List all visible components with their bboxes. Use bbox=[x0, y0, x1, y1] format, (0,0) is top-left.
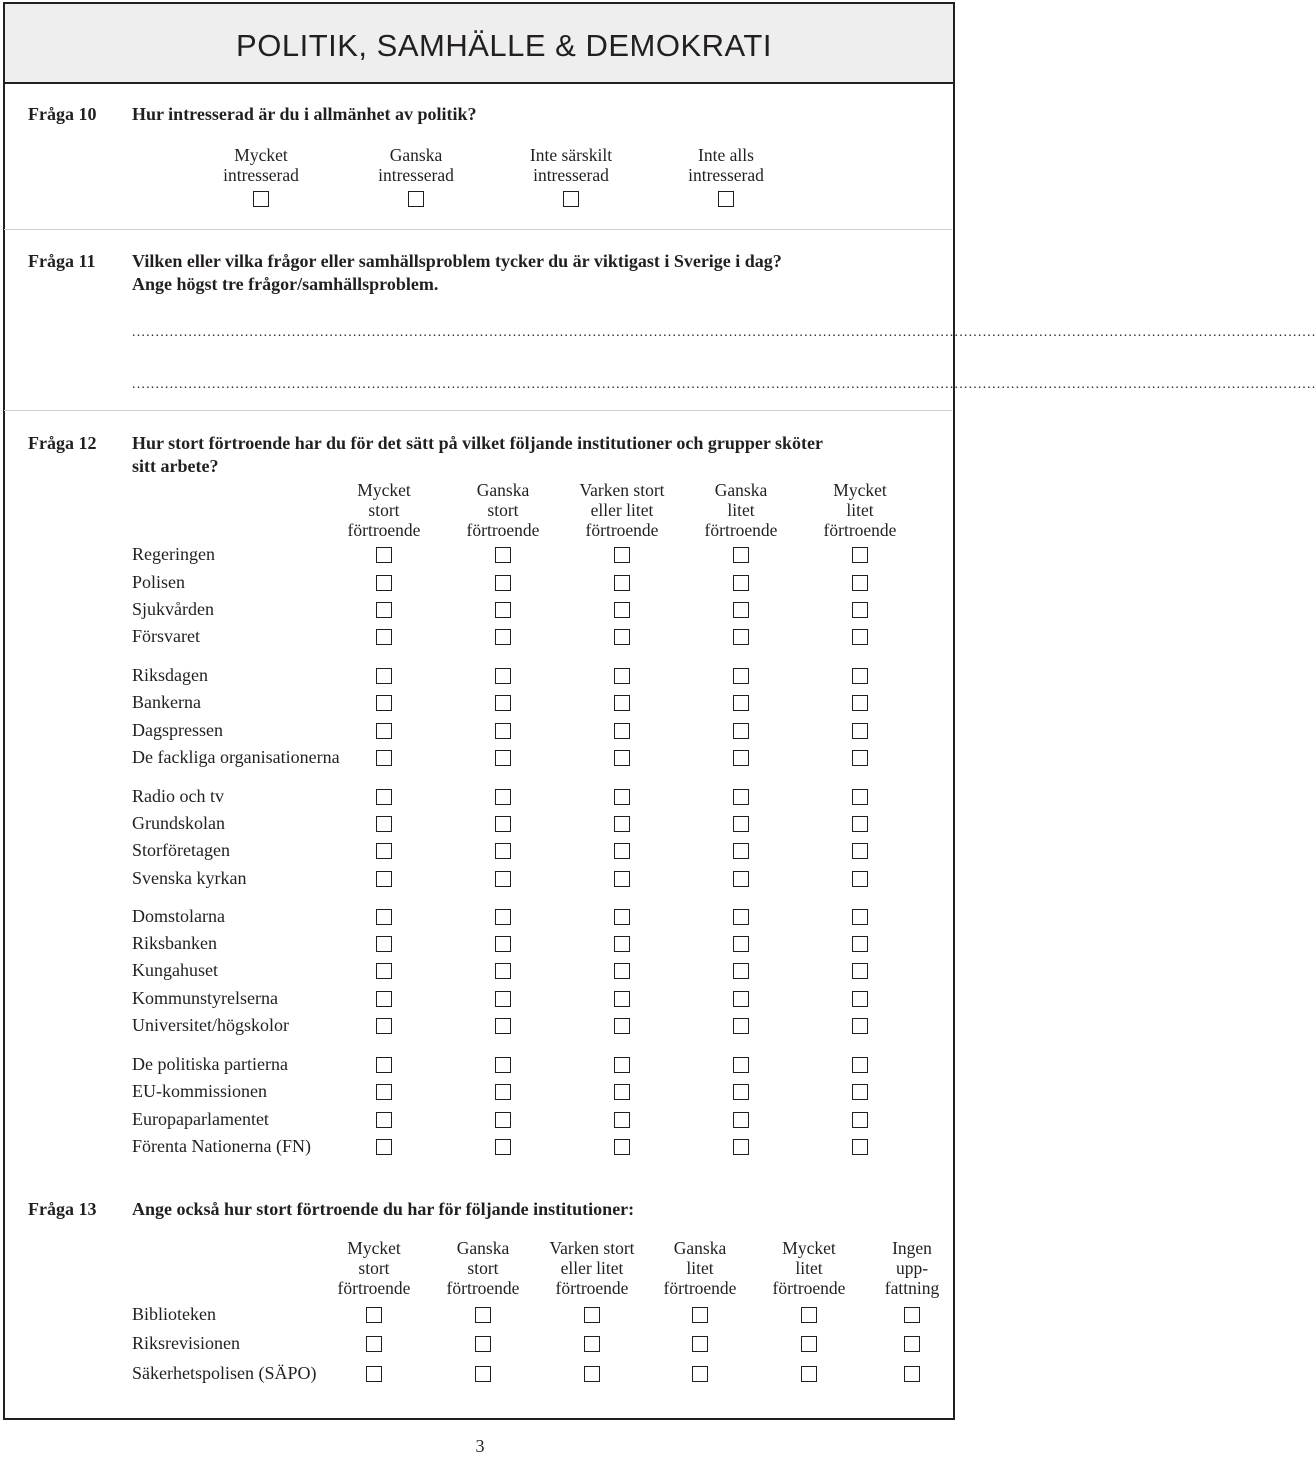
q12-checkbox[interactable] bbox=[495, 1057, 511, 1073]
q13-scale-header bbox=[773, 1238, 846, 1298]
q13-checkbox[interactable] bbox=[904, 1336, 920, 1352]
scale-line2: litet bbox=[846, 500, 874, 520]
q13-scale-header bbox=[447, 1238, 520, 1298]
q12-row-label: Regeringen bbox=[132, 544, 215, 564]
q10-option-label bbox=[223, 145, 299, 185]
q12-row-label: Bankerna bbox=[132, 692, 201, 712]
q11-answer-line-1[interactable]: ............................................................................................................................................................................................................................................................ bbox=[132, 325, 1316, 340]
scale-line1: Varken stort bbox=[579, 480, 665, 500]
q12-checkbox[interactable] bbox=[495, 936, 511, 952]
q13-checkbox[interactable] bbox=[801, 1307, 817, 1323]
option-label-line2: intresserad bbox=[378, 165, 454, 185]
q12-checkbox[interactable] bbox=[495, 1139, 511, 1155]
q12-checkbox[interactable] bbox=[614, 547, 630, 563]
q12-checkbox[interactable] bbox=[495, 789, 511, 805]
divider bbox=[4, 410, 952, 411]
q12-row-label: Universitet/högskolor bbox=[132, 1015, 289, 1035]
q12-checkbox[interactable] bbox=[852, 629, 868, 645]
q12-scale-header bbox=[824, 480, 897, 540]
q12-checkbox[interactable] bbox=[614, 936, 630, 952]
q12-checkbox[interactable] bbox=[376, 750, 392, 766]
q11-answer-line-2[interactable]: ............................................................................................................................................................................................................................................................ bbox=[132, 377, 1316, 392]
q12-checkbox[interactable] bbox=[733, 547, 749, 563]
q12-checkbox[interactable] bbox=[614, 816, 630, 832]
q12-checkbox[interactable] bbox=[733, 750, 749, 766]
scale-line2: stort bbox=[487, 500, 519, 520]
q13-checkbox[interactable] bbox=[904, 1307, 920, 1323]
scale-line2: litet bbox=[727, 500, 755, 520]
q12-checkbox[interactable] bbox=[376, 668, 392, 684]
q13-checkbox[interactable] bbox=[366, 1366, 382, 1382]
q12-row-label: Polisen bbox=[132, 572, 186, 592]
q13-checkbox[interactable] bbox=[366, 1336, 382, 1352]
q12-checkbox[interactable] bbox=[733, 909, 749, 925]
scale-line2: stort bbox=[368, 500, 400, 520]
q13-label: Fråga 13 bbox=[28, 1199, 97, 1219]
q12-checkbox[interactable] bbox=[614, 1112, 630, 1128]
q12-checkbox[interactable] bbox=[495, 695, 511, 711]
q12-checkbox[interactable] bbox=[852, 602, 868, 618]
q12-checkbox[interactable] bbox=[733, 723, 749, 739]
scale-line3: förtroende bbox=[446, 1278, 520, 1298]
page-number: 3 bbox=[475, 1436, 485, 1456]
q13-row-label: Säkerhetspolisen (SÄPO) bbox=[132, 1363, 317, 1383]
q12-checkbox[interactable] bbox=[376, 575, 392, 591]
q12-checkbox[interactable] bbox=[614, 1057, 630, 1073]
scale-line2: litet bbox=[686, 1258, 714, 1278]
q12-checkbox[interactable] bbox=[852, 1057, 868, 1073]
scale-line3: förtroende bbox=[347, 520, 421, 540]
q12-checkbox[interactable] bbox=[733, 1112, 749, 1128]
scale-line3: förtroende bbox=[772, 1278, 846, 1298]
q12-checkbox[interactable] bbox=[852, 547, 868, 563]
option-label-line1: Mycket bbox=[234, 145, 288, 165]
q12-row-label: Kommunstyrelserna bbox=[132, 988, 278, 1008]
q12-label: Fråga 12 bbox=[28, 433, 97, 453]
q12-checkbox[interactable] bbox=[852, 1018, 868, 1034]
scale-line2: stort bbox=[467, 1258, 499, 1278]
q12-checkbox[interactable] bbox=[733, 629, 749, 645]
q12-checkbox[interactable] bbox=[376, 695, 392, 711]
q12-checkbox[interactable] bbox=[495, 547, 511, 563]
q13-row-label: Riksrevisionen bbox=[132, 1333, 240, 1353]
q12-checkbox[interactable] bbox=[495, 909, 511, 925]
q12-checkbox[interactable] bbox=[614, 1084, 630, 1100]
option-label-line1: Inte alls bbox=[698, 145, 754, 165]
q13-checkbox[interactable] bbox=[692, 1307, 708, 1323]
scale-line1: Mycket bbox=[833, 480, 887, 500]
q13-checkbox[interactable] bbox=[475, 1307, 491, 1323]
q12-checkbox[interactable] bbox=[376, 789, 392, 805]
q12-checkbox[interactable] bbox=[614, 602, 630, 618]
q12-checkbox[interactable] bbox=[376, 963, 392, 979]
q12-checkbox[interactable] bbox=[852, 789, 868, 805]
q12-checkbox[interactable] bbox=[733, 789, 749, 805]
q10-checkbox[interactable] bbox=[718, 191, 734, 207]
q12-checkbox[interactable] bbox=[614, 843, 630, 859]
q13-checkbox[interactable] bbox=[904, 1366, 920, 1382]
q12-checkbox[interactable] bbox=[614, 991, 630, 1007]
q10-option-label bbox=[378, 145, 454, 185]
q12-question bbox=[132, 432, 823, 478]
scale-line2: eller litet bbox=[590, 500, 654, 520]
q12-row-label: Sjukvården bbox=[132, 599, 214, 619]
q12-checkbox[interactable] bbox=[852, 668, 868, 684]
q12-checkbox[interactable] bbox=[376, 602, 392, 618]
q13-checkbox[interactable] bbox=[584, 1336, 600, 1352]
q12-checkbox[interactable] bbox=[852, 1139, 868, 1155]
divider bbox=[4, 229, 952, 230]
q13-scale-header bbox=[338, 1238, 411, 1298]
q12-checkbox[interactable] bbox=[495, 750, 511, 766]
q12-row-label: Grundskolan bbox=[132, 813, 225, 833]
q12-question-line2: sitt arbete? bbox=[132, 456, 219, 476]
q12-checkbox[interactable] bbox=[852, 575, 868, 591]
q12-checkbox[interactable] bbox=[733, 963, 749, 979]
q12-checkbox[interactable] bbox=[614, 1139, 630, 1155]
q12-checkbox[interactable] bbox=[733, 1057, 749, 1073]
q12-checkbox[interactable] bbox=[733, 668, 749, 684]
q13-scale-header bbox=[549, 1238, 634, 1298]
scale-line2: eller litet bbox=[560, 1258, 624, 1278]
q12-checkbox[interactable] bbox=[614, 750, 630, 766]
q13-question: Ange också hur stort förtroende du har för följande institutioner: bbox=[132, 1199, 635, 1219]
scale-line1: Mycket bbox=[782, 1238, 836, 1258]
q12-checkbox[interactable] bbox=[614, 963, 630, 979]
scale-line1: Mycket bbox=[357, 480, 411, 500]
q12-scale-header bbox=[348, 480, 421, 540]
q12-checkbox[interactable] bbox=[495, 575, 511, 591]
option-label-line1: Inte särskilt bbox=[529, 145, 613, 165]
q12-checkbox[interactable] bbox=[852, 909, 868, 925]
q12-checkbox[interactable] bbox=[614, 575, 630, 591]
scale-line3: förtroende bbox=[663, 1278, 737, 1298]
q12-row-label: Radio och tv bbox=[132, 786, 224, 806]
scale-line3: förtroende bbox=[704, 520, 778, 540]
q12-checkbox[interactable] bbox=[733, 1084, 749, 1100]
q12-checkbox[interactable] bbox=[376, 909, 392, 925]
scale-line3: förtroende bbox=[555, 1278, 629, 1298]
scale-line1: Ganska bbox=[456, 1238, 510, 1258]
q13-checkbox[interactable] bbox=[366, 1307, 382, 1323]
q12-checkbox[interactable] bbox=[852, 1084, 868, 1100]
q10-option-label bbox=[530, 145, 612, 185]
q11-question bbox=[132, 250, 782, 296]
q11-question-line1: Vilken eller vilka frågor eller samhällsproblem tycker du är viktigast i Sverige i dag? bbox=[132, 251, 782, 271]
q12-checkbox[interactable] bbox=[733, 1139, 749, 1155]
q12-checkbox[interactable] bbox=[852, 936, 868, 952]
q13-checkbox[interactable] bbox=[584, 1307, 600, 1323]
q12-checkbox[interactable] bbox=[733, 871, 749, 887]
q12-checkbox[interactable] bbox=[733, 1018, 749, 1034]
q12-checkbox[interactable] bbox=[733, 991, 749, 1007]
q10-question: Hur intresserad är du i allmänhet av politik? bbox=[132, 104, 477, 124]
q12-row-label: Riksdagen bbox=[132, 665, 208, 685]
scale-line2: upp- bbox=[895, 1258, 929, 1278]
q12-row-label: Försvaret bbox=[132, 626, 200, 646]
q12-checkbox[interactable] bbox=[852, 750, 868, 766]
q10-checkbox[interactable] bbox=[563, 191, 579, 207]
q12-checkbox[interactable] bbox=[733, 602, 749, 618]
q12-checkbox[interactable] bbox=[376, 547, 392, 563]
q12-row-label: Riksbanken bbox=[132, 933, 217, 953]
scale-line1: Mycket bbox=[347, 1238, 401, 1258]
q12-checkbox[interactable] bbox=[376, 936, 392, 952]
q12-scale-header bbox=[579, 480, 664, 540]
q10-checkbox[interactable] bbox=[253, 191, 269, 207]
q12-checkbox[interactable] bbox=[733, 843, 749, 859]
q12-checkbox[interactable] bbox=[733, 575, 749, 591]
q12-checkbox[interactable] bbox=[376, 1084, 392, 1100]
q12-checkbox[interactable] bbox=[495, 843, 511, 859]
scale-line1: Ganska bbox=[476, 480, 530, 500]
q12-checkbox[interactable] bbox=[376, 1057, 392, 1073]
scale-line2: stort bbox=[358, 1258, 390, 1278]
q12-checkbox[interactable] bbox=[495, 1112, 511, 1128]
q12-checkbox[interactable] bbox=[376, 1018, 392, 1034]
q12-checkbox[interactable] bbox=[376, 871, 392, 887]
q12-checkbox[interactable] bbox=[852, 695, 868, 711]
scale-line1: Ganska bbox=[673, 1238, 727, 1258]
q13-scale-header bbox=[885, 1238, 939, 1298]
q12-row-label: Domstolarna bbox=[132, 906, 225, 926]
q10-option-label bbox=[688, 145, 764, 185]
q13-checkbox[interactable] bbox=[475, 1336, 491, 1352]
q12-checkbox[interactable] bbox=[376, 991, 392, 1007]
option-label-line2: intresserad bbox=[533, 165, 609, 185]
q13-checkbox[interactable] bbox=[801, 1366, 817, 1382]
q12-checkbox[interactable] bbox=[495, 816, 511, 832]
option-label-line2: intresserad bbox=[688, 165, 764, 185]
q12-checkbox[interactable] bbox=[733, 695, 749, 711]
q12-checkbox[interactable] bbox=[495, 723, 511, 739]
q12-checkbox[interactable] bbox=[495, 991, 511, 1007]
q12-row-label: Storföretagen bbox=[132, 840, 230, 860]
q12-checkbox[interactable] bbox=[852, 963, 868, 979]
q12-checkbox[interactable] bbox=[614, 1018, 630, 1034]
section-title: POLITIK, SAMHÄLLE & DEMOKRATI bbox=[236, 28, 772, 63]
q11-question-line2: Ange högst tre frågor/samhällsproblem. bbox=[132, 274, 439, 294]
q13-checkbox[interactable] bbox=[692, 1336, 708, 1352]
q12-checkbox[interactable] bbox=[495, 1084, 511, 1100]
option-label-line1: Ganska bbox=[389, 145, 443, 165]
q12-checkbox[interactable] bbox=[614, 695, 630, 711]
q12-checkbox[interactable] bbox=[614, 668, 630, 684]
q12-checkbox[interactable] bbox=[614, 723, 630, 739]
q13-row-label: Biblioteken bbox=[132, 1304, 216, 1324]
q12-row-label: De fackliga organisationerna bbox=[132, 747, 340, 767]
scale-line3: fattning bbox=[884, 1278, 940, 1298]
scale-line1: Varken stort bbox=[549, 1238, 635, 1258]
scale-line3: förtroende bbox=[337, 1278, 411, 1298]
q13-checkbox[interactable] bbox=[692, 1366, 708, 1382]
q12-scale-header bbox=[705, 480, 778, 540]
q12-checkbox[interactable] bbox=[495, 602, 511, 618]
scale-line2: litet bbox=[795, 1258, 823, 1278]
q12-checkbox[interactable] bbox=[733, 936, 749, 952]
q12-checkbox[interactable] bbox=[852, 871, 868, 887]
q12-checkbox[interactable] bbox=[614, 629, 630, 645]
q12-checkbox[interactable] bbox=[495, 871, 511, 887]
q12-row-label: Dagspressen bbox=[132, 720, 223, 740]
q12-checkbox[interactable] bbox=[376, 1139, 392, 1155]
q13-checkbox[interactable] bbox=[584, 1366, 600, 1382]
q12-row-label: Förenta Nationerna (FN) bbox=[132, 1136, 311, 1156]
q12-checkbox[interactable] bbox=[376, 816, 392, 832]
q12-checkbox[interactable] bbox=[852, 723, 868, 739]
q10-checkbox[interactable] bbox=[408, 191, 424, 207]
q11-label: Fråga 11 bbox=[28, 251, 96, 271]
scale-line3: förtroende bbox=[585, 520, 659, 540]
q12-checkbox[interactable] bbox=[614, 871, 630, 887]
q12-scale-header bbox=[467, 480, 540, 540]
q10-label: Fråga 10 bbox=[28, 104, 97, 124]
q12-checkbox[interactable] bbox=[376, 843, 392, 859]
q12-row-label: De politiska partierna bbox=[132, 1054, 288, 1074]
q12-row-label: Europaparlamentet bbox=[132, 1109, 269, 1129]
q13-checkbox[interactable] bbox=[801, 1336, 817, 1352]
scale-line1: Ganska bbox=[714, 480, 768, 500]
q12-checkbox[interactable] bbox=[495, 1018, 511, 1034]
q12-checkbox[interactable] bbox=[376, 1112, 392, 1128]
q12-row-label: EU-kommissionen bbox=[132, 1081, 267, 1101]
scale-line3: förtroende bbox=[823, 520, 897, 540]
q12-checkbox[interactable] bbox=[376, 629, 392, 645]
q12-checkbox[interactable] bbox=[614, 909, 630, 925]
q12-row-label: Svenska kyrkan bbox=[132, 868, 247, 888]
q13-checkbox[interactable] bbox=[475, 1366, 491, 1382]
q12-checkbox[interactable] bbox=[614, 789, 630, 805]
q12-checkbox[interactable] bbox=[852, 1112, 868, 1128]
q12-checkbox[interactable] bbox=[852, 816, 868, 832]
q12-row-label: Kungahuset bbox=[132, 960, 218, 980]
q12-checkbox[interactable] bbox=[852, 843, 868, 859]
q12-checkbox[interactable] bbox=[733, 816, 749, 832]
q12-question-line1: Hur stort förtroende har du för det sätt på vilket följande institutioner och grupper sköter bbox=[132, 433, 823, 453]
q12-checkbox[interactable] bbox=[376, 723, 392, 739]
q12-checkbox[interactable] bbox=[852, 991, 868, 1007]
q13-scale-header bbox=[664, 1238, 737, 1298]
q12-checkbox[interactable] bbox=[495, 629, 511, 645]
scale-line1: Ingen bbox=[892, 1238, 932, 1258]
q12-checkbox[interactable] bbox=[495, 668, 511, 684]
scale-line3: förtroende bbox=[466, 520, 540, 540]
option-label-line2: intresserad bbox=[223, 165, 299, 185]
q12-checkbox[interactable] bbox=[495, 963, 511, 979]
section-title-bar bbox=[5, 4, 953, 84]
